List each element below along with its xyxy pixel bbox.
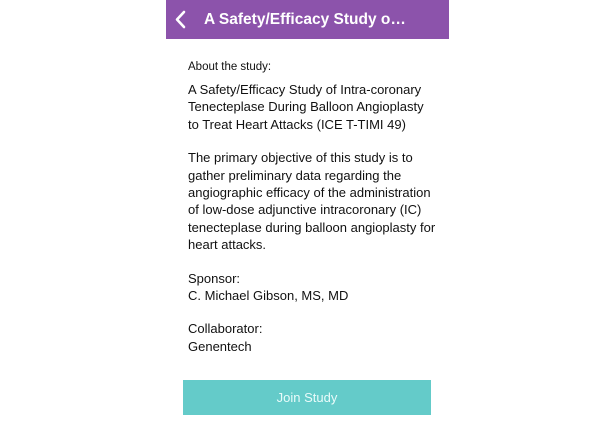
page-title: A Safety/Efficacy Study o… (204, 11, 406, 28)
study-title: A Safety/Efficacy Study of Intra-coronary Tenecteplase During Balloon Angioplasty to Treat Heart Attacks (ICE T-TIMI 49) (188, 82, 424, 132)
join-study-button[interactable]: Join Study (183, 380, 431, 415)
collaborator-name: Genentech (188, 338, 252, 354)
study-detail-screen (166, 0, 449, 424)
back-button[interactable] (170, 6, 196, 33)
sponsor-name: C. Michael Gibson, MS, MD (188, 288, 349, 304)
sponsor-label: Sponsor: (188, 270, 241, 286)
chevron-left-icon (170, 6, 196, 33)
collaborator-label: Collaborator: (188, 321, 263, 337)
study-objective: The primary objective of this study is to gather preliminary data regarding the angiographic efficacy of the administration of low-dose adjunctive intracoronary (IC) tenecteplase during balloon angioplasty for heart attacks. (188, 150, 436, 253)
nav-bar (166, 0, 449, 39)
about-label: About the study: (188, 61, 272, 73)
study-details (188, 59, 438, 355)
